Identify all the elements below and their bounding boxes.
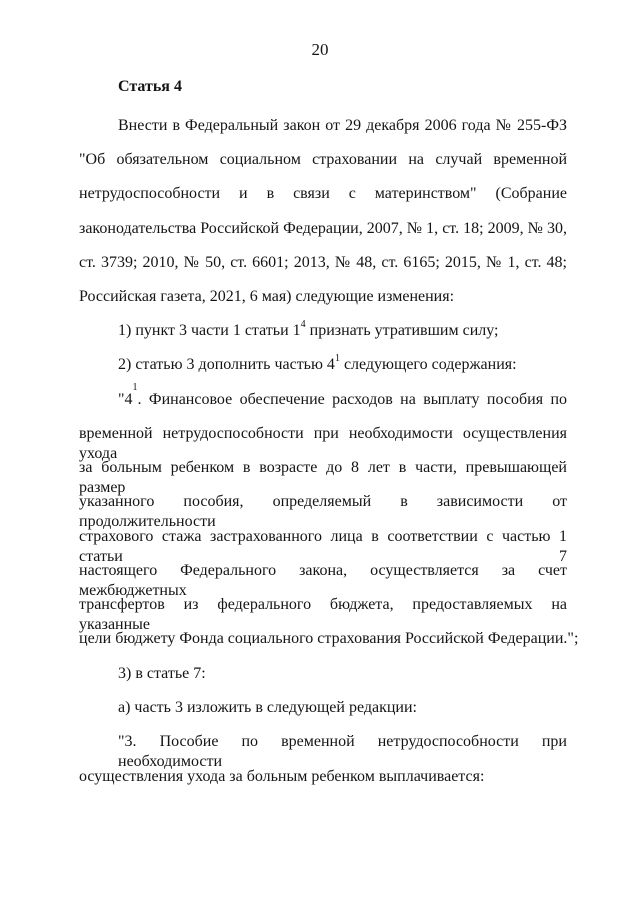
text-fragment: 1) пункт 3 части 1 статьи 1 xyxy=(118,322,301,339)
superscript: 1 xyxy=(132,382,138,393)
superscript: 4 xyxy=(300,318,306,330)
text-line: настоящего Федерального закона, осуществляется за счет межбюджетных xyxy=(79,562,567,599)
text-line xyxy=(118,318,567,341)
text-line: трансфертов из федерального бюджета, предоставляемых на указанные xyxy=(79,596,567,633)
text-line: а) часть 3 изложить в следующей редакции: xyxy=(118,699,417,716)
text-line: страхового стажа застрахованного лица в соответствии с частью 1 статьи 7 xyxy=(79,528,567,565)
text-fragment: следующего содержания: xyxy=(339,356,517,373)
text-line: временной нетрудоспособности при необходимости осуществления ухода xyxy=(79,425,567,462)
superscript: 1 xyxy=(334,352,340,364)
text-line: законодательства Российской Федерации, 2007, № 1, ст. 18; 2009, № 30, xyxy=(79,220,567,237)
text-line: Внести в Федеральный закон от 29 декабря 2006 года № 255-ФЗ xyxy=(118,117,567,134)
text-line: Российская газета, 2021, 6 мая) следующие изменения: xyxy=(79,288,455,305)
text-line: осуществления ухода за больным ребенком выплачивается: xyxy=(79,768,485,785)
text-fragment: "4 xyxy=(118,391,133,408)
text-fragment: . Финансовое обеспечение расходов на выплату пособия по xyxy=(137,391,567,408)
text-line: указанного пособия, определяемый в зависимости от продолжительности xyxy=(79,493,567,530)
text-line: 3) в статье 7: xyxy=(118,665,206,682)
article-heading: Статья 4 xyxy=(118,78,182,95)
text-fragment: 2) статью 3 дополнить частью 4 xyxy=(118,356,335,373)
text-line: за больным ребенком в возрасте до 8 лет в части, превышающей размер xyxy=(79,459,567,496)
text-line: цели бюджету Фонда социального страхования Российской Федерации."; xyxy=(79,630,579,647)
text-line xyxy=(118,352,567,375)
text-line: ст. 3739; 2010, № 50, ст. 6601; 2013, № 48, ст. 6165; 2015, № 1, ст. 48; xyxy=(79,254,567,271)
text-line xyxy=(118,382,567,410)
text-line: "3. Пособие по временной нетрудоспособности при необходимости xyxy=(118,733,567,770)
text-line: нетрудоспособности и в связи с материнством" (Собрание xyxy=(79,185,567,202)
page-number: 20 xyxy=(311,40,329,59)
text-fragment: признать утратившим силу; xyxy=(305,322,499,339)
text-line: "Об обязательном социальном страховании на случай временной xyxy=(79,151,567,168)
